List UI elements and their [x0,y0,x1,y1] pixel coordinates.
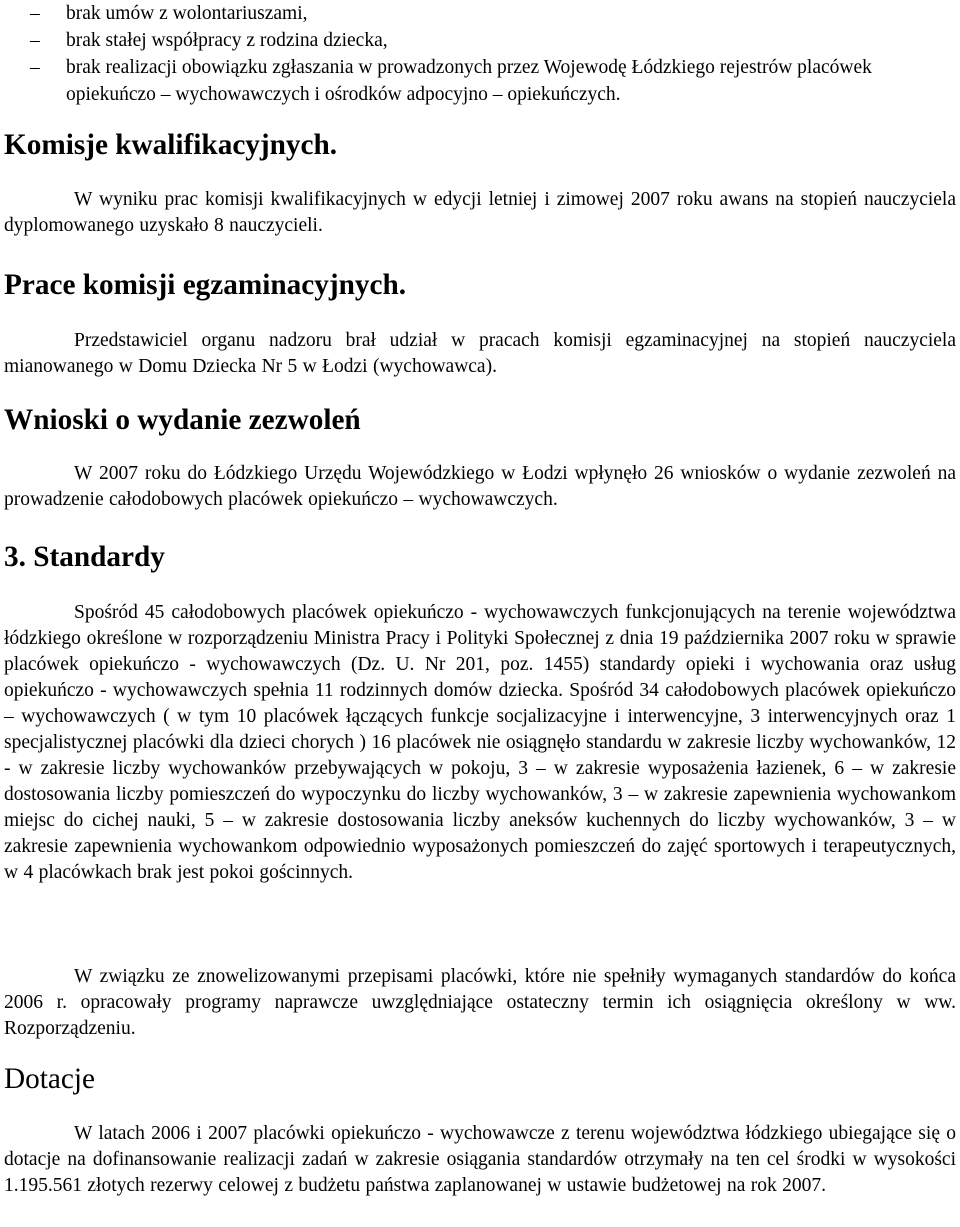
bullet-dash: – [30,30,40,51]
section-heading-standardy: 3. Standardy [4,541,165,573]
list-item-text: brak stałej współpracy z rodzina dziecka, [66,30,388,51]
paragraph-wnioski: W 2007 roku do Łódzkiego Urzędu Wojewódzkiego w Łodzi wpłynęło 26 wniosków o wydanie zezwoleń na prowadzenie całodobowych placówek opiekuńczo – wychowawczych. [4,463,956,510]
list-item [0,0,960,27]
bullet-dash: – [30,57,40,78]
paragraph-standardy-2: W związku ze znowelizowanymi przepisami placówki, które nie spełniły wymaganych standardów do końca 2006 r. opracowały programy naprawcze uwzględniające ostateczny termin ich osiągnięcia określony w ww. Rozporządzeniu. [4,966,956,1039]
list-item-text: brak realizacji obowiązku zgłaszania w prowadzonych przez Wojewodę Łódzkiego rejestrów placówek opiekuńczo – wychowawczych i ośrodków adpocyjno – opiekuńczych. [66,57,872,105]
section-heading-egzaminacyjne: Prace komisji egzaminacyjnych. [4,269,407,301]
section-heading-wnioski: Wnioski o wydanie zezwoleń [4,404,361,436]
paragraph-dotacje: W latach 2006 i 2007 placówki opiekuńczo - wychowawcze z terenu województwa łódzkiego ubiegające się o dotacje na dofinansowanie realizacji zadań w zakresie osiągania standardów otrzymały na ten cel środki w wysokości 1.195.561 złotych rezerwy celowej z budżetu państwa zaplanowanej w ustawie budżetowej na rok 2007. [4,1123,956,1196]
section-heading-kwalifikacyjne: Komisje kwalifikacyjnych. [4,129,338,161]
list-item [0,27,960,54]
section-heading-dotacje: Dotacje [4,1063,95,1095]
paragraph-egzaminacyjne: Przedstawiciel organu nadzoru brał udział w pracach komisji egzaminacyjnej na stopień nauczyciela mianowanego w Domu Dziecka Nr 5 w Łodzi (wychowawca). [4,330,956,377]
list-item [0,54,960,108]
bullet-dash: – [30,3,40,24]
paragraph-kwalifikacyjne: W wyniku prac komisji kwalifikacyjnych w edycji letniej i zimowej 2007 roku awans na stopień nauczyciela dyplomowanego uzyskało 8 nauczycieli. [4,189,956,236]
paragraph-standardy-1: Spośród 45 całodobowych placówek opiekuńczo - wychowawczych funkcjonujących na terenie województwa łódzkiego określone w rozporządzeniu Ministra Pracy i Polityki Społecznej z dnia 19 października 2007 roku w sprawie placówek opiekuńczo - wychowawczych (Dz. U. Nr 201, poz. 1455) standardy opieki i wychowania oraz usług opiekuńczo - wychowawczych spełnia 11 rodzinnych domów dziecka. Spośród 34 całodobowych placówek opiekuńczo – wychowawczych ( w tym 10 placówek łączących funkcje socjalizacyjne i interwencyjne, 3 interwencyjnych oraz 1 specjalistycznej placówki dla dzieci chorych ) 16 placówek nie osiągnęło standardu w zakresie liczby wychowanków, 12 - w zakresie liczby wychowanków przebywających w pokoju, 3 – w zakresie wyposażenia łazienek, 6 – w zakresie dostosowania liczby pomieszczeń do wypoczynku do liczby wychowanków, 3 – w zakresie zapewnienia wychowankom miejsc do cichej nauki, 5 – w zakresie dostosowania liczby aneksów kuchennych do liczby wychowanków, 3 – w zakresie zapewnienia wychowankom odpowiednio wyposażonych pomieszczeń do zajęć sportowych i terapeutycznych, w 4 placówkach brak jest pokoi gościnnych. [4,602,956,883]
bullet-list [0,0,960,108]
list-item-text: brak umów z wolontariuszami, [66,3,308,24]
